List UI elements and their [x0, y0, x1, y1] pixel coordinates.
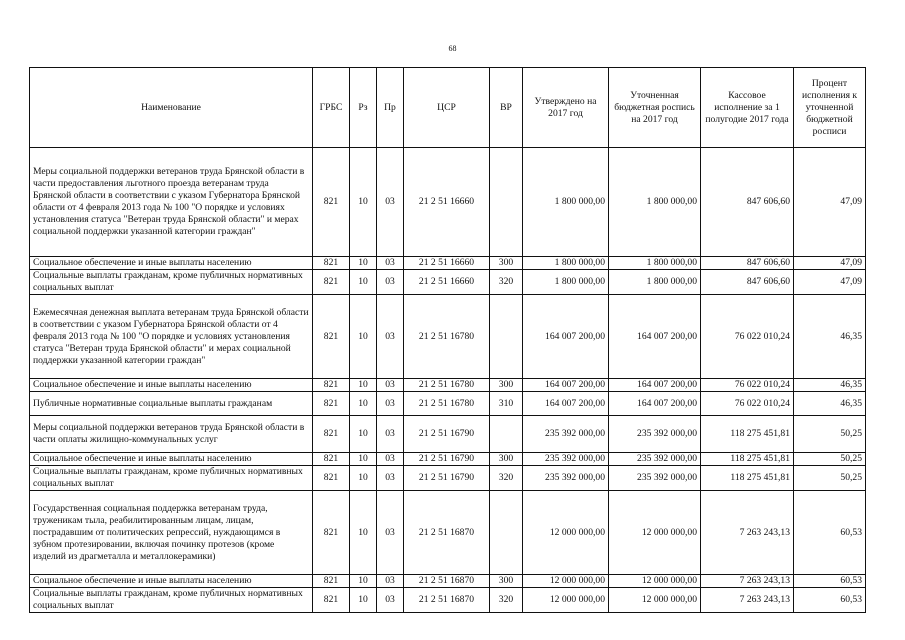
table-row: [30, 257, 866, 270]
cell-pr: 03: [377, 416, 404, 453]
cell-csr: 21 2 51 16780: [404, 295, 490, 379]
cell-csr: 21 2 51 16660: [404, 148, 490, 257]
cell-percent: 46,35: [794, 295, 866, 379]
cell-vr: 300: [490, 257, 523, 270]
cell-csr: 21 2 51 16870: [404, 575, 490, 588]
cell-refined: 12 000 000,00: [609, 491, 701, 575]
table-row: [30, 295, 866, 379]
cell-rz: 10: [350, 416, 377, 453]
budget-table: [29, 67, 866, 613]
table-row: [30, 148, 866, 257]
cell-refined: 1 800 000,00: [609, 257, 701, 270]
cell-cash: 7 263 243,13: [701, 491, 794, 575]
cell-rz: 10: [350, 257, 377, 270]
cell-pr: 03: [377, 148, 404, 257]
cell-grbs: 821: [313, 379, 350, 392]
cell-rz: 10: [350, 453, 377, 466]
cell-name: Меры социальной поддержки ветеранов труда Брянской области в части оплаты жилищно-коммунальных услуг: [30, 416, 313, 453]
cell-approved: 164 007 200,00: [523, 295, 609, 379]
cell-grbs: 821: [313, 295, 350, 379]
cell-rz: 10: [350, 491, 377, 575]
cell-vr: 310: [490, 392, 523, 416]
cell-vr: [490, 491, 523, 575]
cell-cash: 847 606,60: [701, 270, 794, 295]
cell-approved: 1 800 000,00: [523, 257, 609, 270]
table-row: [30, 379, 866, 392]
cell-name: Ежемесячная денежная выплата ветеранам труда Брянской области в соответствии с указом Губернатора Брянской области от 4 февраля 2013 года № 100 "О порядке и условиях установления статуса "Ветеран труда Брянской области" и мерах социальной поддержки указанной категории граждан": [30, 295, 313, 379]
table-row: [30, 575, 866, 588]
cell-percent: 60,53: [794, 575, 866, 588]
header-grbs: ГРБС: [313, 68, 350, 148]
cell-approved: 235 392 000,00: [523, 466, 609, 491]
cell-percent: 47,09: [794, 148, 866, 257]
cell-pr: 03: [377, 491, 404, 575]
cell-cash: 76 022 010,24: [701, 392, 794, 416]
cell-name: Социальные выплаты гражданам, кроме публичных нормативных социальных выплат: [30, 270, 313, 295]
cell-approved: 164 007 200,00: [523, 379, 609, 392]
cell-name: Государственная социальная поддержка ветеранам труда, труженикам тыла, реабилитированным лицам, лицам, пострадавшим от политических репрессий, нуждающимся в зубном протезировании, включая починку протезов (кроме изделий из драгметалла и металлокерамики): [30, 491, 313, 575]
header-pr: Пр: [377, 68, 404, 148]
cell-percent: 50,25: [794, 453, 866, 466]
header-name: Наименование: [30, 68, 313, 148]
cell-vr: 300: [490, 453, 523, 466]
cell-cash: 76 022 010,24: [701, 295, 794, 379]
cell-pr: 03: [377, 466, 404, 491]
cell-grbs: 821: [313, 392, 350, 416]
cell-pr: 03: [377, 588, 404, 613]
cell-cash: 7 263 243,13: [701, 575, 794, 588]
cell-vr: [490, 416, 523, 453]
cell-vr: [490, 148, 523, 257]
cell-refined: 235 392 000,00: [609, 466, 701, 491]
table-row: [30, 466, 866, 491]
cell-cash: 118 275 451,81: [701, 466, 794, 491]
cell-approved: 1 800 000,00: [523, 148, 609, 257]
cell-refined: 235 392 000,00: [609, 416, 701, 453]
cell-rz: 10: [350, 466, 377, 491]
table-row: [30, 491, 866, 575]
cell-csr: 21 2 51 16790: [404, 416, 490, 453]
cell-approved: 12 000 000,00: [523, 575, 609, 588]
cell-grbs: 821: [313, 416, 350, 453]
cell-rz: 10: [350, 392, 377, 416]
cell-rz: 10: [350, 588, 377, 613]
cell-refined: 12 000 000,00: [609, 575, 701, 588]
cell-grbs: 821: [313, 466, 350, 491]
cell-cash: 7 263 243,13: [701, 588, 794, 613]
cell-csr: 21 2 51 16660: [404, 257, 490, 270]
table-row: [30, 270, 866, 295]
cell-percent: 60,53: [794, 588, 866, 613]
cell-pr: 03: [377, 392, 404, 416]
cell-pr: 03: [377, 379, 404, 392]
cell-percent: 47,09: [794, 257, 866, 270]
cell-vr: 320: [490, 466, 523, 491]
table-row: [30, 453, 866, 466]
cell-name: Социальное обеспечение и иные выплаты населению: [30, 257, 313, 270]
cell-approved: 1 800 000,00: [523, 270, 609, 295]
cell-approved: 12 000 000,00: [523, 491, 609, 575]
cell-name: Социальные выплаты гражданам, кроме публичных нормативных социальных выплат: [30, 466, 313, 491]
header-vr: ВР: [490, 68, 523, 148]
cell-csr: 21 2 51 16790: [404, 453, 490, 466]
cell-cash: 847 606,60: [701, 148, 794, 257]
cell-refined: 12 000 000,00: [609, 588, 701, 613]
cell-grbs: 821: [313, 257, 350, 270]
cell-cash: 118 275 451,81: [701, 416, 794, 453]
cell-percent: 46,35: [794, 379, 866, 392]
cell-rz: 10: [350, 270, 377, 295]
cell-rz: 10: [350, 295, 377, 379]
header-percent: Процент исполнения к уточненной бюджетной росписи: [794, 68, 866, 148]
cell-csr: 21 2 51 16660: [404, 270, 490, 295]
table-row: [30, 392, 866, 416]
cell-csr: 21 2 51 16780: [404, 379, 490, 392]
cell-percent: 46,35: [794, 392, 866, 416]
cell-name: Социальные выплаты гражданам, кроме публичных нормативных социальных выплат: [30, 588, 313, 613]
cell-rz: 10: [350, 575, 377, 588]
header-approved: Утверждено на 2017 год: [523, 68, 609, 148]
cell-name: Социальное обеспечение и иные выплаты населению: [30, 379, 313, 392]
cell-refined: 1 800 000,00: [609, 270, 701, 295]
cell-cash: 118 275 451,81: [701, 453, 794, 466]
cell-approved: 164 007 200,00: [523, 392, 609, 416]
header-cash: Кассовое исполнение за 1 полугодие 2017 года: [701, 68, 794, 148]
cell-name: Социальное обеспечение и иные выплаты населению: [30, 453, 313, 466]
cell-rz: 10: [350, 148, 377, 257]
cell-approved: 235 392 000,00: [523, 416, 609, 453]
cell-percent: 50,25: [794, 416, 866, 453]
cell-refined: 1 800 000,00: [609, 148, 701, 257]
cell-refined: 164 007 200,00: [609, 392, 701, 416]
cell-pr: 03: [377, 453, 404, 466]
cell-vr: [490, 295, 523, 379]
cell-grbs: 821: [313, 148, 350, 257]
cell-vr: 320: [490, 588, 523, 613]
cell-csr: 21 2 51 16780: [404, 392, 490, 416]
header-row: [30, 68, 866, 148]
cell-refined: 164 007 200,00: [609, 295, 701, 379]
cell-vr: 320: [490, 270, 523, 295]
cell-csr: 21 2 51 16870: [404, 588, 490, 613]
cell-refined: 164 007 200,00: [609, 379, 701, 392]
cell-cash: 76 022 010,24: [701, 379, 794, 392]
cell-csr: 21 2 51 16790: [404, 466, 490, 491]
cell-cash: 847 606,60: [701, 257, 794, 270]
cell-pr: 03: [377, 575, 404, 588]
table-row: [30, 416, 866, 453]
cell-grbs: 821: [313, 588, 350, 613]
cell-approved: 12 000 000,00: [523, 588, 609, 613]
cell-percent: 47,09: [794, 270, 866, 295]
header-rz: Рз: [350, 68, 377, 148]
header-refined: Уточненная бюджетная роспись на 2017 год: [609, 68, 701, 148]
cell-grbs: 821: [313, 270, 350, 295]
cell-grbs: 821: [313, 453, 350, 466]
cell-percent: 50,25: [794, 466, 866, 491]
cell-name: Меры социальной поддержки ветеранов труда Брянской области в части предоставления льготного проезда ветеранам труда Брянской области в соответствии с указом Губернатора Брянской области от 4 февраля 2013 года № 100 "О порядке и условиях установления статуса "Ветеран труда Брянской области" и мерах социальной поддержки указанной категории граждан": [30, 148, 313, 257]
page-number: 68: [448, 44, 457, 53]
cell-rz: 10: [350, 379, 377, 392]
cell-name: Социальное обеспечение и иные выплаты населению: [30, 575, 313, 588]
cell-refined: 235 392 000,00: [609, 453, 701, 466]
cell-pr: 03: [377, 295, 404, 379]
cell-percent: 60,53: [794, 491, 866, 575]
cell-pr: 03: [377, 257, 404, 270]
cell-pr: 03: [377, 270, 404, 295]
cell-vr: 300: [490, 379, 523, 392]
cell-csr: 21 2 51 16870: [404, 491, 490, 575]
cell-grbs: 821: [313, 491, 350, 575]
table-row: [30, 588, 866, 613]
cell-name: Публичные нормативные социальные выплаты гражданам: [30, 392, 313, 416]
cell-approved: 235 392 000,00: [523, 453, 609, 466]
cell-vr: 300: [490, 575, 523, 588]
cell-grbs: 821: [313, 575, 350, 588]
header-csr: ЦСР: [404, 68, 490, 148]
